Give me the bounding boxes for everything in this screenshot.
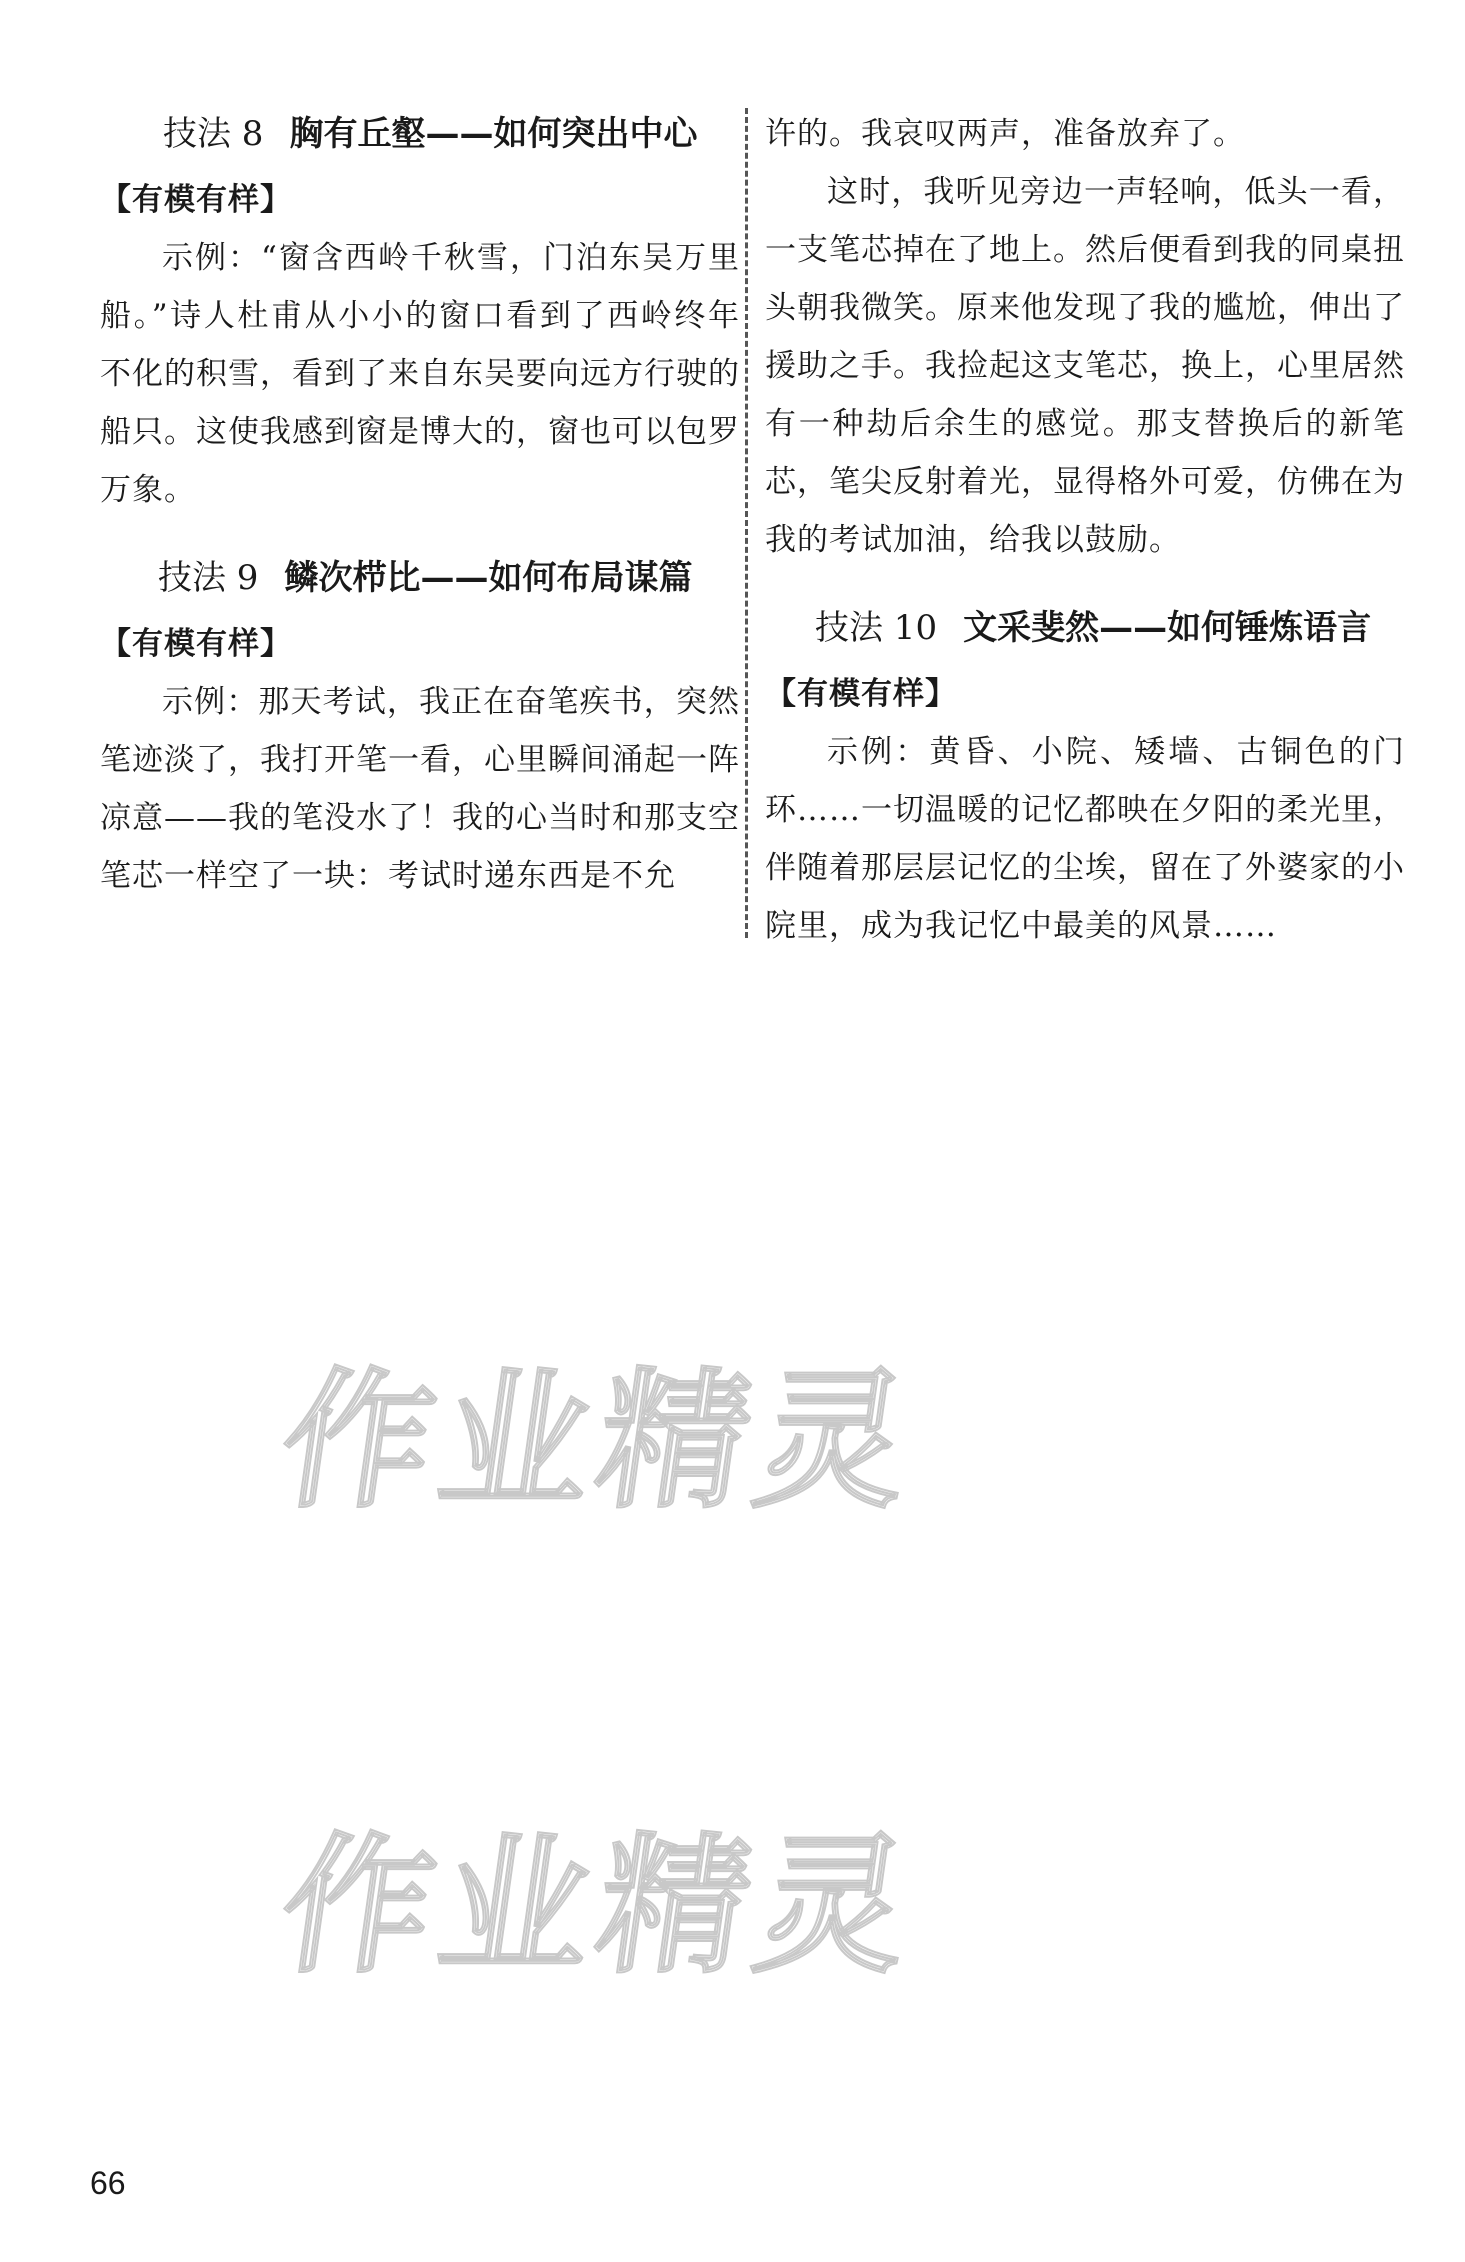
section-10-model-label: 【有模有样】 bbox=[765, 676, 957, 712]
right-column bbox=[765, 105, 1405, 955]
section-9-number: 技法 9 bbox=[158, 558, 259, 598]
section-8-title: 胸有丘壑——如何突出中心 bbox=[289, 114, 698, 154]
section-8-example: 示例：“窗含西岭千秋雪，门泊东吴万里船。”诗人杜甫从小小的窗口看到了西岭终年不化的积雪，看到了来自东吴要向远方行驶的船只。这使我感到窗是博大的，窗也可以包罗万象。 bbox=[100, 240, 740, 508]
section-9-example: 示例：那天考试，我正在奋笔疾书，突然笔迹淡了，我打开笔一看，心里瞬间涌起一阵凉意——我的笔没水了！我的心当时和那支空笔芯一样空了一块：考试时递东西是不允 bbox=[100, 684, 740, 894]
section-10-title: 文采斐然——如何锤炼语言 bbox=[963, 608, 1372, 648]
watermark-1: 作业精灵 bbox=[270, 1355, 928, 1529]
page-number: 66 bbox=[90, 2165, 126, 2201]
section-10-example: 示例：黄昏、小院、矮墙、古铜色的门环……一切温暖的记忆都映在夕阳的柔光里，伴随着那层层记忆的尘埃，留在了外婆家的小院里，成为我记忆中最美的风景…… bbox=[765, 734, 1405, 944]
section-9-model-label: 【有模有样】 bbox=[100, 626, 292, 662]
left-column bbox=[100, 105, 740, 905]
column-divider bbox=[745, 108, 748, 938]
section-9-example-paragraph-2: 这时，我听见旁边一声轻响，低头一看，一支笔芯掉在了地上。然后便看到我的同桌扭头朝我微笑。原来他发现了我的尴尬，伸出了援助之手。我捡起这支笔芯，换上，心里居然有一种劫后余生的感觉。那支替换后的新笔芯，笔尖反射着光，显得格外可爱，仿佛在为我的考试加油，给我以鼓励。 bbox=[765, 174, 1405, 558]
section-9-heading bbox=[158, 549, 740, 607]
section-8-model-label: 【有模有样】 bbox=[100, 182, 292, 218]
section-8-heading bbox=[163, 105, 740, 163]
section-8-number: 技法 8 bbox=[163, 114, 264, 154]
section-10-heading bbox=[815, 599, 1405, 657]
section-10-number: 技法 10 bbox=[815, 608, 938, 648]
section-9-example-continued: 许的。我哀叹两声，准备放弃了。 bbox=[765, 116, 1245, 152]
section-9-title: 鳞次栉比——如何布局谋篇 bbox=[284, 558, 693, 598]
watermark-2: 作业精灵 bbox=[270, 1820, 928, 1994]
